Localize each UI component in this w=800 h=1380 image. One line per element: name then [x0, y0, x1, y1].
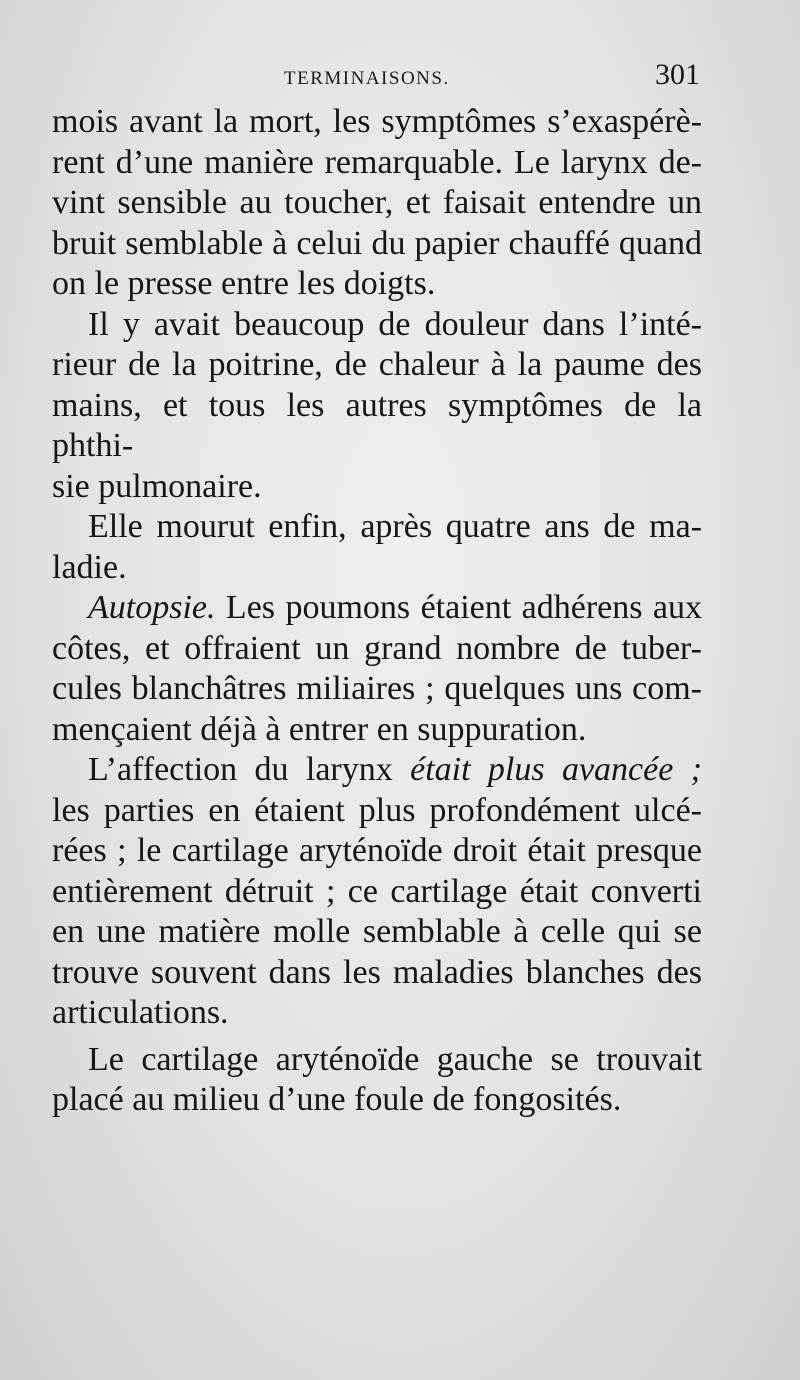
page-number: 301 [655, 58, 700, 91]
text-line: bruit semblable à celui du papier chauffé quand [52, 224, 702, 262]
text-line: vint sensible au toucher, et faisait entendre un [52, 184, 702, 221]
text-line: mois avant la mort, les symptômes s’exaspérè- [52, 103, 702, 140]
text-line [52, 588, 702, 629]
running-title: TERMINAISONS. [284, 68, 450, 89]
text-run: L’affection du larynx [88, 751, 411, 788]
text-line: articulations. [52, 994, 229, 1031]
text-line: cules blanchâtres miliaires ; quelques uns com- [52, 670, 702, 707]
text-line: mains, et tous les autres symptômes de la phthi- [52, 386, 702, 464]
text-line: les parties en étaient plus profondément ulcé- [52, 791, 702, 829]
text-line: rieur de la poitrine, de chaleur à la paume des [52, 346, 702, 383]
text-line: mençaient déjà à entrer en suppuration. [52, 710, 587, 748]
text-line: Il y avait beaucoup de douleur dans l’inté- [88, 305, 702, 343]
text-line: ladie. [52, 548, 127, 586]
text-line: rent d’une manière remarquable. Le larynx de- [52, 143, 702, 181]
text-line: rées ; le cartilage aryténoïde droit était presque [52, 832, 702, 869]
text-line: sie pulmonaire. [52, 467, 262, 505]
body-text [52, 102, 702, 1121]
autopsie-heading: Autopsie. [88, 589, 216, 626]
text-run: Les poumons étaient adhérens aux [215, 589, 702, 626]
text-line: placé au milieu d’une foule de fongosités. [52, 1081, 622, 1118]
text-line: trouve souvent dans les maladies blanches des [52, 953, 702, 991]
italic-phrase: était plus avancée ; [410, 751, 703, 788]
text-line: Le cartilage aryténoïde gauche se trouvait [88, 1040, 702, 1078]
text-line: côtes, et offraient un grand nombre de tuber- [52, 629, 702, 667]
text-line: entièrement détruit ; ce cartilage était converti [52, 872, 702, 910]
text-line: en une matière molle semblable à celle qui se [52, 913, 702, 950]
page-header [52, 58, 700, 98]
text-line: on le presse entre les doigts. [52, 265, 436, 302]
text-line: Elle mourut enfin, après quatre ans de ma- [88, 508, 702, 545]
text-line [52, 750, 702, 791]
